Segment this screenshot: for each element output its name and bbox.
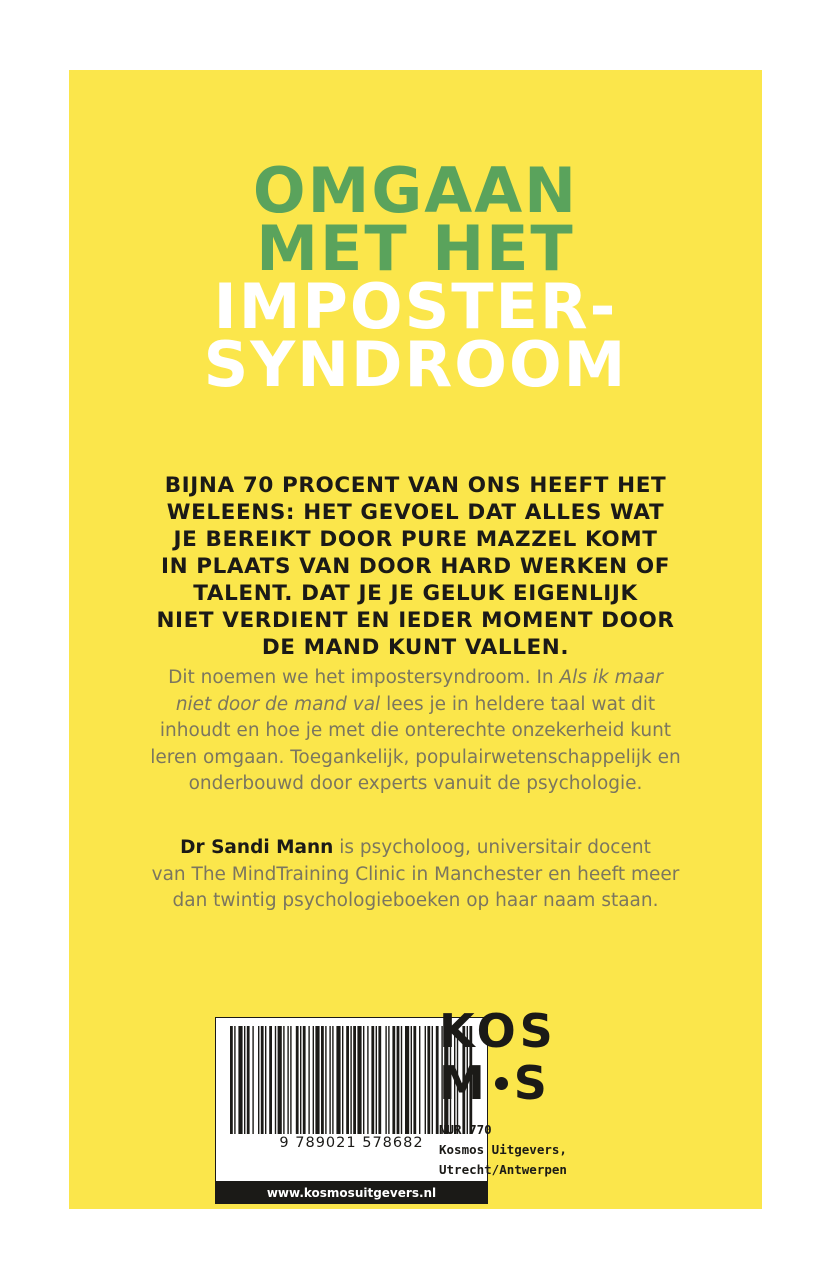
title-line-2: MET HET <box>256 212 575 285</box>
isbn-number: 9 789021 578682 <box>279 1135 424 1151</box>
kosmos-logo <box>439 1005 557 1109</box>
book-title-italic: niet door de mand val <box>175 693 381 715</box>
description-line: leren omgaan. Toegankelijk, populairwetenschappelijk en <box>150 746 681 768</box>
lead-paragraph <box>109 472 722 661</box>
description-paragraph <box>109 665 722 798</box>
description-line: niet door de mand val lees je in heldere taal wat dit <box>175 693 656 715</box>
lead-line: IN PLAATS VAN DOOR HARD WERKEN OF <box>161 554 670 579</box>
author-bio-line: dan twintig psychologieboeken op haar naam staan. <box>172 890 659 911</box>
lead-line: NIET VERDIENT EN IEDER MOMENT DOOR <box>156 608 675 633</box>
nur-code: NUR 770 <box>439 1122 492 1137</box>
author-name: Dr Sandi Mann <box>180 837 334 858</box>
barcode-bars <box>228 1026 475 1134</box>
lead-line: DE MAND KUNT VALLEN. <box>261 635 570 660</box>
logo-row-1: KOS <box>439 1004 557 1058</box>
lead-line: TALENT. DAT JE JE GELUK EIGENLIJK <box>193 581 638 606</box>
author-bio-line: Dr Sandi Mann is psycholoog, universitair docent <box>180 837 651 858</box>
publisher-url: www.kosmosuitgevers.nl <box>215 1182 488 1204</box>
logo-dot-icon <box>495 1077 508 1090</box>
book-title-italic: Als ik maar <box>559 667 663 688</box>
logo-row-2: M S <box>439 1056 551 1110</box>
title-line-4: SYNDROOM <box>203 328 628 401</box>
title-line-3: IMPOSTER- <box>213 270 618 343</box>
publisher-name: Kosmos Uitgevers, <box>439 1142 567 1157</box>
publisher-location: Utrecht/Antwerpen <box>439 1162 567 1177</box>
title-line-1: OMGAAN <box>252 154 579 227</box>
book-back-cover <box>69 70 762 1209</box>
author-bio <box>109 835 722 915</box>
description-line: inhoudt en hoe je met die onterechte onzekerheid kunt <box>159 720 672 741</box>
lead-line: WELEENS: HET GEVOEL DAT ALLES WAT <box>166 500 665 525</box>
description-line: onderbouwd door experts vanuit de psychologie. <box>188 773 643 794</box>
author-bio-line: van The MindTraining Clinic in Manchester en heeft meer <box>151 863 680 885</box>
lead-line: BIJNA 70 PROCENT VAN ONS HEEFT HET <box>164 473 667 498</box>
description-line: Dit noemen we het impostersyndroom. In Als ik maar <box>168 667 663 688</box>
lead-line: JE BEREIKT DOOR PURE MAZZEL KOMT <box>173 527 658 552</box>
publisher-info <box>439 1120 567 1180</box>
